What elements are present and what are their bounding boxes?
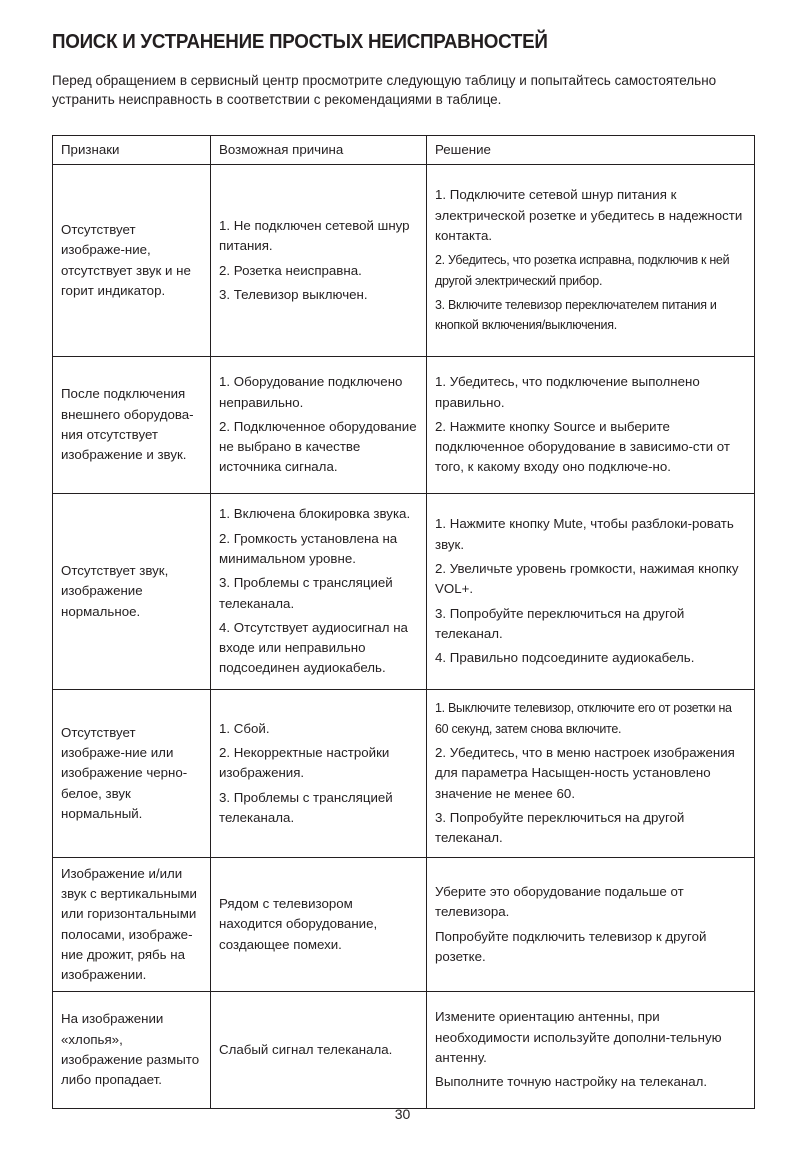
solution-item: Попробуйте подключить телевизор к другой розетке. [435,928,707,964]
column-header-solutions: Решение [427,136,755,165]
table-header-row [53,136,755,165]
column-header-causes: Возможная причина [211,136,427,165]
cause-cell [211,165,427,357]
cause-item: Рядом с телевизором находится оборудование, создающее помехи. [219,896,378,952]
solution-cell [427,165,755,357]
table-row [53,690,755,858]
table-row [53,494,755,690]
solution-item: 3. Включите телевизор переключателем питания и кнопкой включения/выключения. [435,297,717,333]
symptom-cell: Отсутствует изображе-ние, отсутствует звук и не горит индикатор. [53,165,211,357]
column-header-symptoms: Признаки [53,136,211,165]
symptom-cell: Отсутствует изображе-ние или изображение черно-белое, звук нормальный. [53,690,211,858]
cause-item: 1. Не подключен сетевой шнур питания. [219,217,410,254]
solution-cell [427,992,755,1109]
cause-item: 1. Оборудование подключено неправильно. [219,374,403,410]
cause-item: 1. Сбой. [219,720,270,736]
solution-cell [427,357,755,494]
solution-item: Уберите это оборудование подальше от телевизора. [435,883,684,920]
cause-cell [211,357,427,494]
troubleshooting-table [52,135,755,1109]
solution-item: 2. Нажмите кнопку Source и выберите подключенное оборудование в зависимо-сти от того, к какому входу оно подключе-но. [435,418,730,475]
cause-item: 3. Проблемы с трансляцией телеканала. [219,575,393,611]
cause-item: 2. Некорректные настройки изображения. [219,745,390,781]
symptom-cell: На изображении «хлопья», изображение размыто либо пропадает. [53,992,211,1109]
cause-item: 1. Включена блокировка звука. [219,506,411,522]
page-number: 30 [394,1106,411,1122]
table-row [53,858,755,992]
cause-item: 3. Телевизор выключен. [219,286,368,302]
cause-item: 4. Отсутствует аудиосигнал на входе или неправильно подсоединен аудиокабель. [219,619,408,676]
cause-item: Слабый сигнал телеканала. [219,1041,393,1057]
solution-item: 1. Нажмите кнопку Mute, чтобы разблоки-ровать звук. [435,516,734,552]
solution-item: 1. Выключите телевизор, отключите его от розетки на 60 секунд, затем снова включите. [435,701,732,736]
table-row [53,992,755,1109]
solution-item: 1. Убедитесь, что подключение выполнено правильно. [435,374,700,410]
solution-item: 2. Убедитесь, что розетка исправна, подключив к ней другой электрический прибор. [435,253,730,288]
cause-cell [211,690,427,858]
cause-item: 2. Громкость установлена на минимальном уровне. [219,530,398,566]
table-row [53,357,755,494]
solution-item: 4. Правильно подсоедините аудиокабель. [435,650,695,666]
solution-cell [427,858,755,992]
cause-cell [211,992,427,1109]
intro-text: Перед обращением в сервисный центр просмотрите следующую таблицу и попытайтесь самостоятельно устранить неисправность в соответствии с рекомендациями в таблице. [52,73,717,107]
page-title: ПОИСК И УСТРАНЕНИЕ ПРОСТЫХ НЕИСПРАВНОСТЕЙ [52,31,548,53]
cause-item: 3. Проблемы с трансляцией телеканала. [219,789,393,825]
cause-cell [211,858,427,992]
solution-item: 2. Увеличьте уровень громкости, нажимая кнопку VOL+. [435,561,739,597]
table-row [53,165,755,357]
solution-item: 2. Убедитесь, что в меню настроек изображения для параметра Насыщен-ность установлено значение не менее 60. [435,745,735,801]
symptom-cell: Изображение и/или звук с вертикальными или горизонтальными полосами, изображе-ние дрожит, рябь на изображении. [53,858,211,992]
solution-item: 1. Подключите сетевой шнур питания к электрической розетке и убедитесь в надежности контакта. [435,187,743,244]
solution-cell [427,494,755,690]
solution-item: Выполните точную настройку на телеканал. [435,1074,708,1090]
solution-item: 3. Попробуйте переключиться на другой телеканал. [435,809,685,846]
solution-item: 3. Попробуйте переключиться на другой телеканал. [435,605,685,641]
cause-item: 2. Подключенное оборудование не выбрано в качестве источника сигнала. [219,418,417,475]
symptom-cell: Отсутствует звук, изображение нормальное. [53,494,211,690]
solution-cell [427,690,755,858]
cause-cell [211,494,427,690]
cause-item: 2. Розетка неисправна. [219,262,362,278]
symptom-cell: После подключения внешнего оборудова-ния отсутствует изображение и звук. [53,357,211,494]
solution-item: Измените ориентацию антенны, при необходимости используйте дополни-тельную антенну. [435,1009,722,1065]
